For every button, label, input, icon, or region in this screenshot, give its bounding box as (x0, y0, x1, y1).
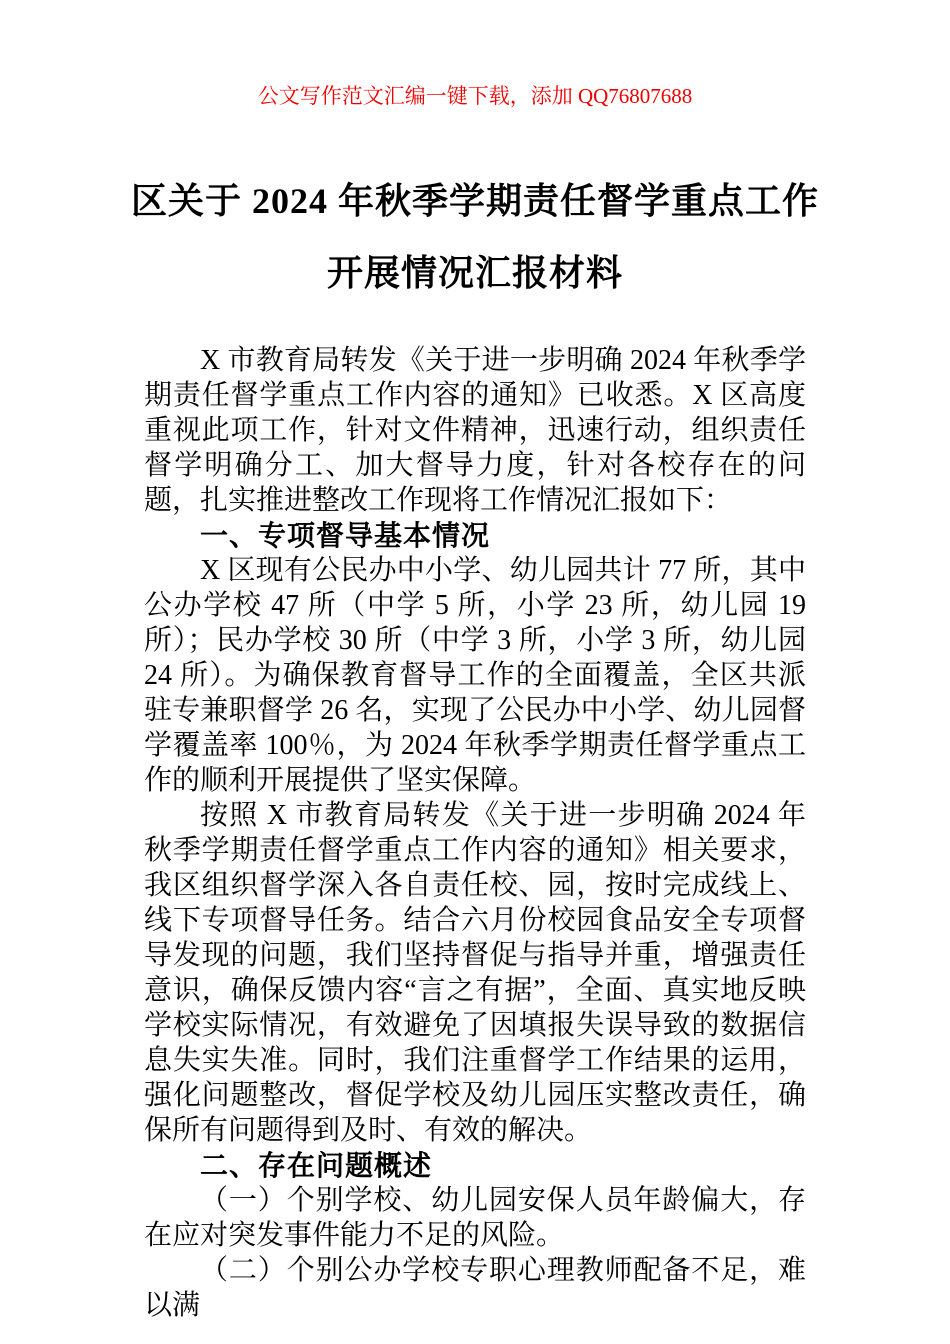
document-title-line-2: 开展情况汇报材料 (326, 253, 623, 293)
paragraph-problem-1: （一）个别学校、幼儿园安保人员年龄偏大，存在应对突发事件能力不足的风险。 (144, 1185, 806, 1251)
section-heading-2: 二、存在问题概述 (200, 1150, 433, 1181)
paragraph-problem-2-truncated: （二）个别公办学校专职心理教师配备不足，难以满 (144, 1255, 806, 1321)
document-title-line-1: 区关于 2024 年秋季学期责任督学重点工作 (130, 181, 819, 221)
promo-banner: 公文写作范文汇编一键下载，添加 QQ76807688 (257, 84, 693, 108)
paragraph-intro: X 市教育局转发《关于进一步明确 2024 年秋季学期责任督学重点工作内容的通知》已收悉。X 区高度重视此项工作，针对文件精神，迅速行动，组织责任督学明确分工、加大督导力度，针对各校存在的问题，扎实推进整改工作现将工作情况汇报如下： (144, 345, 806, 516)
section-heading-1: 一、专项督导基本情况 (200, 520, 491, 551)
document-title (125, 165, 825, 309)
paragraph-section1-work: 按照 X 市教育局转发《关于进一步明确 2024 年秋季学期责任督学重点工作内容的通知》相关要求，我区组织督学深入各自责任校、园，按时完成线上、线下专项督导任务。结合六月份校园食品安全专项督导发现的问题，我们坚持督促与指导并重，增强责任意识，确保反馈内容“言之有据”，全面、真实地反映学校实际情况，有效避免了因填报失误导致的数据信息失实失准。同时，我们注重督学工作结果的运用，强化问题整改，督促学校及幼儿园压实整改责任，确保所有问题得到及时、有效的解决。 (144, 800, 806, 1146)
paragraph-section1-overview: X 区现有公民办中小学、幼儿园共计 77 所，其中公办学校 47 所（中学 5 所，小学 23 所，幼儿园 19 所）；民办学校 30 所（中学 3 所，小学 3 所，幼儿园 24 所）。为确保教育督导工作的全面覆盖，全区共派驻专兼职督学 26 名，实现了公民办中小学、幼儿园督学覆盖率 100％，为 2024 年秋季学期责任督学重点工作的顺利开展提供了坚实保障。 (144, 555, 806, 796)
document-body (144, 343, 806, 1323)
